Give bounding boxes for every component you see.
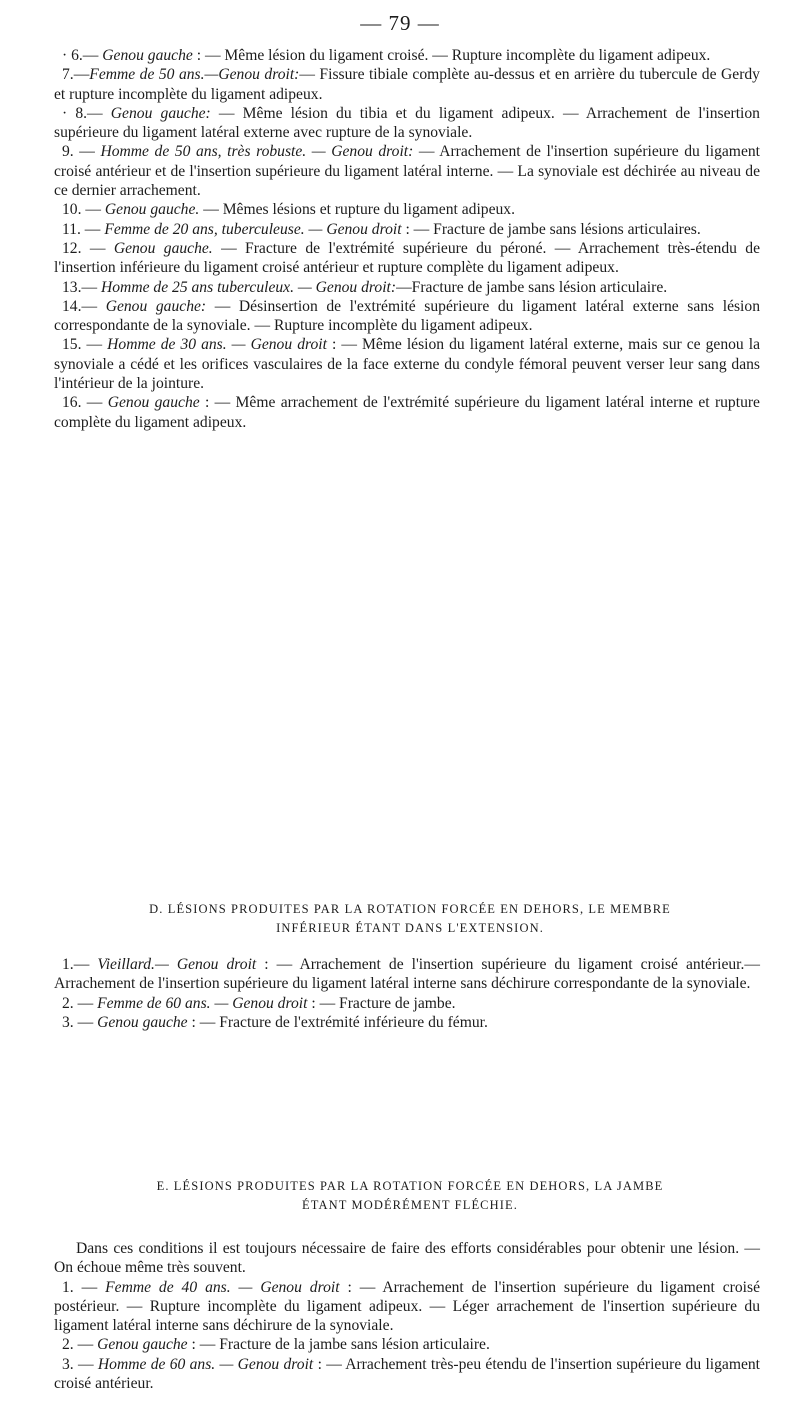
section-e-title-line1: E. LÉSIONS PRODUITES PAR LA ROTATION FORCÉE EN DEHORS, LA JAMBE	[156, 1179, 664, 1193]
section-e-intro: Dans ces conditions il est toujours nécessaire de faire des efforts considérables pour obtenir une lésion. — On échoue même très souvent.	[54, 1240, 760, 1277]
entry: 10. — Genou gauche. — Mêmes lésions et rupture du ligament adipeux.	[62, 201, 516, 219]
section-d-entries	[54, 955, 760, 1032]
entry: 7.—Femme de 50 ans.—Genou droit:— Fissure tibiale complète au-dessus et en arrière du tubercule de Gerdy et rupture incomplète du ligament adipeux.	[54, 66, 760, 103]
entry: 9. — Homme de 50 ans, très robuste. — Genou droit: — Arrachement de l'insertion supérieure du ligament croisé antérieur et de l'insertion supérieure du ligament latéral interne. — La synoviale est déchirée au niveau de ce dernier arrachement.	[54, 143, 760, 200]
section-e-title-line2: ÉTANT MODÉRÉMENT FLÉCHIE.	[302, 1198, 518, 1212]
section-c-entries	[54, 46, 760, 432]
entry: 12. — Genou gauche. — Fracture de l'extrémité supérieure du péroné. — Arrachement très-étendu de l'insertion inférieure du ligament croisé antérieur et rupture complète du ligament adipeux.	[54, 239, 760, 277]
entry: 14.— Genou gauche: — Désinsertion de l'extrémité supérieure du ligament latéral externe sans lésion correspondante de la synoviale. — Rupture incomplète du ligament adipeux.	[54, 297, 760, 335]
section-e-entries	[54, 1239, 760, 1393]
section-d-title-line1: D. LÉSIONS PRODUITES PAR LA ROTATION FORCÉE EN DEHORS, LE MEMBRE	[149, 902, 671, 916]
entry: 13.— Homme de 25 ans tuberculeux. — Genou droit:—Fracture de jambe sans lésion articulaire.	[62, 278, 668, 296]
section-e-title	[50, 1177, 770, 1215]
entry: 2. — Femme de 60 ans. — Genou droit : — Fracture de jambe.	[62, 994, 456, 1012]
entry: · 6.— Genou gauche : — Même lésion du ligament croisé. — Rupture incomplète du ligament adipeux.	[62, 47, 711, 64]
section-d-title-line2: INFÉRIEUR ÉTANT DANS L'EXTENSION.	[276, 921, 544, 935]
entry: 1. — Femme de 40 ans. — Genou droit : — Arrachement de l'insertion supérieure du ligament croisé postérieur. — Rupture incomplète du ligament adipeux. — Léger arrachement de l'insertion supérieure du ligament latéral interne sans déchirure de la synoviale.	[54, 1278, 760, 1335]
entry: 1.— Vieillard.— Genou droit : — Arrachement de l'insertion supérieure du ligament croisé antérieur.— Arrachement de l'insertion supérieure du ligament latéral interne sans déchirure correspondante de la synoviale.	[54, 956, 760, 993]
entry: 2. — Genou gauche : — Fracture de la jambe sans lésion articulaire.	[62, 1336, 490, 1354]
entry: 3. — Homme de 60 ans. — Genou droit : — Arrachement très-peu étendu de l'insertion supérieure du ligament croisé antérieur.	[54, 1355, 761, 1393]
entry: 16. — Genou gauche : — Même arrachement de l'extrémité supérieure du ligament latéral interne et rupture complète du ligament adipeux.	[54, 394, 760, 431]
entry: · 8.— Genou gauche: — Même lésion du tibia et du ligament adipeux. — Arrachement de l'insertion supérieure du ligament latéral externe avec rupture de la synoviale.	[54, 104, 760, 142]
entry: 11. — Femme de 20 ans, tuberculeuse. — Genou droit : — Fracture de jambe sans lésions articulaires.	[62, 220, 701, 238]
page-number: — 79 —	[360, 11, 440, 35]
entry: 15. — Homme de 30 ans. — Genou droit : — Même lésion du ligament latéral externe, mais sur ce genou la synoviale a cédé et les orifices vasculaires de la face externe du condyle fémoral peuvent verser leur sang dans l'intérieur de la jointure.	[54, 336, 760, 393]
entry: 3. — Genou gauche : — Fracture de l'extrémité inférieure du fémur.	[62, 1013, 488, 1031]
section-d-title	[50, 900, 770, 938]
